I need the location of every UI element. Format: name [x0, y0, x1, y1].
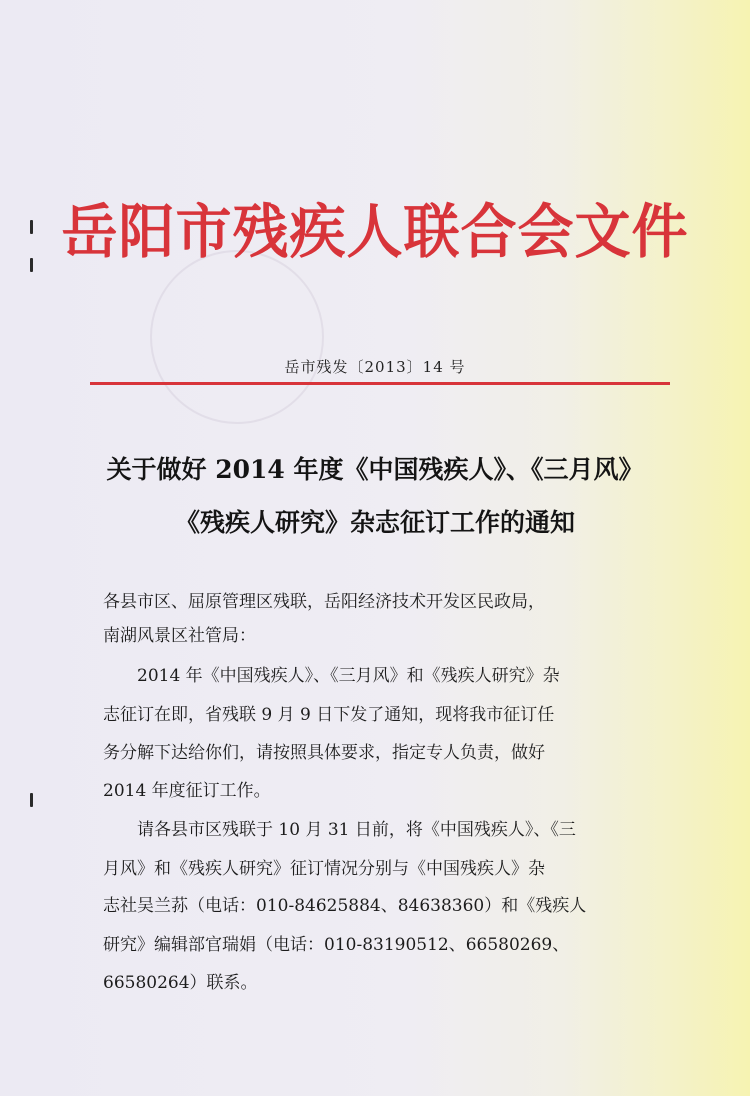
document-number: 岳市残发〔2013〕14 号 — [284, 358, 466, 376]
body-line: 志社吴兰荪（电话：010-84625884、84638360）和《残疾人 — [103, 896, 587, 916]
body-line: 请各县市区残联于 10 月 31 日前，将《中国残疾人》、《三 — [103, 820, 576, 840]
body-line: 志征订在即，省残联 9 月 9 日下发了通知，现将我市征订任 — [103, 705, 555, 725]
body-line: 66580264）联系。 — [103, 973, 258, 993]
notice-title-line-1: 关于做好 2014 年度《中国残疾人》、《三月风》 — [106, 455, 644, 484]
notice-title-line-2: 《残疾人研究》杂志征订工作的通知 — [174, 508, 575, 537]
body-line: 南湖风景区社管局： — [103, 626, 256, 646]
red-divider-line — [90, 382, 670, 385]
body-line: 月风》和《残疾人研究》征订情况分别与《中国残疾人》杂 — [103, 859, 545, 879]
body-line: 各县市区、屈原管理区残联，岳阳经济技术开发区民政局， — [103, 592, 545, 612]
faded-stamp — [150, 250, 324, 424]
binding-mark — [30, 793, 33, 807]
body-line: 2014 年《中国残疾人》、《三月风》和《残疾人研究》杂 — [103, 666, 560, 686]
body-line: 2014 年度征订工作。 — [103, 781, 271, 801]
body-line: 务分解下达给你们，请按照具体要求，指定专人负责，做好 — [103, 743, 545, 763]
body-line: 研究》编辑部官瑞娟（电话：010-83190512、66580269、 — [103, 935, 570, 955]
document-header-title: 岳阳市残疾人联合会文件 — [61, 198, 689, 267]
